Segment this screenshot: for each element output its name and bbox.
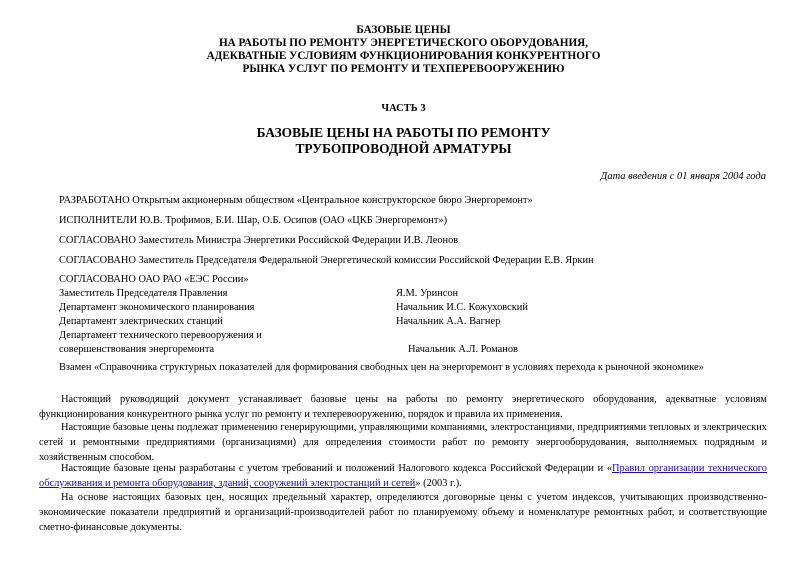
paragraph-text: » (2003 г.). [415, 478, 462, 489]
document-title [0, 24, 807, 76]
signatory-position: Заместитель Председателя Правления [59, 288, 228, 299]
signatory-name: Начальник А.Л. Романов [408, 344, 518, 355]
agreed-commission: СОГЛАСОВАНО Заместитель Председателя Федеральной Энергетической комиссии Российской Федерации Е.В. Яркин [59, 255, 594, 266]
signatory-position: Департамент экономического планирования [59, 302, 255, 313]
signatory-name: Я.М. Уринсон [396, 288, 459, 299]
body-paragraph: Настоящий руководящий документ устанавливает базовые цены на работы по ремонту энергетического оборудования, адекватные условиям функционирования конкурентного рынка услуг по ремонту и техперевооружению, порядок и правила их применения. [39, 394, 767, 420]
developed-by: РАЗРАБОТАНО Открытым акционерным обществом «Центральное конструкторское бюро Энергоремонт» [59, 195, 533, 206]
signatory-position: Департамент электрических станций [59, 316, 223, 327]
signatory-name: Начальник А.А. Вагнер [396, 316, 501, 327]
executors: ИСПОЛНИТЕЛИ Ю.В. Трофимов, Б.И. Шар, О.Б. Осипов (ОАО «ЦКБ Энергоремонт») [59, 215, 448, 226]
body-paragraph: Настоящие базовые цены подлежат применению генерирующими, управляющими компаниями, электростанциями, предприятиями тепловых и электрических сетей и ремонтными предприятиями (организациями) для определения стоимости работ по ремонту энергооборудования, выполняемых подрядным и хозяйственным способом. [39, 422, 767, 463]
paragraph-text: Настоящие базовые цены разработаны с учетом требований и положений Налогового кодекса Российской Федерации и « [61, 463, 613, 474]
title-line: АДЕКВАТНЫЕ УСЛОВИЯМ ФУНКЦИОНИРОВАНИЯ КОНКУРЕНТНОГО [206, 50, 601, 62]
signatory-name: Начальник И.С. Кожуховский [396, 302, 528, 313]
agreed-ministry: СОГЛАСОВАНО Заместитель Министра Энергетики Российской Федерации И.В. Леонов [59, 235, 459, 246]
subtitle-line: БАЗОВЫЕ ЦЕНЫ НА РАБОТЫ ПО РЕМОНТУ [256, 125, 551, 140]
replaces-note: Взамен «Справочника структурных показателей для формирования свободных цен на энергоремонт в условиях перехода к рыночной экономике» [59, 362, 704, 373]
subtitle-line: ТРУБОПРОВОДНОЙ АРМАТУРЫ [295, 141, 512, 156]
body-paragraph: На основе настоящих базовых цен, носящих предельный характер, определяются договорные цены с учетом индексов, учитывающих производственно-экономические показатели предприятий и организаций-производителей работ по планируемому объему и номенклатуре ремонтных работ, и соответствующие сметно-финансовые документы. [39, 492, 767, 533]
agreed-rao: СОГЛАСОВАНО ОАО РАО «ЕЭС России» [59, 274, 249, 285]
title-line: БАЗОВЫЕ ЦЕНЫ [356, 24, 451, 36]
rules-link[interactable]: Правил организации технического обслуживания и ремонта оборудования, зданий, сооружений электростанций и сетей [39, 463, 767, 489]
signatory-position: Департамент технического перевооружения и [59, 330, 262, 341]
title-line: НА РАБОТЫ ПО РЕМОНТУ ЭНЕРГЕТИЧЕСКОГО ОБОРУДОВАНИЯ, [218, 37, 589, 49]
title-line: РЫНКА УСЛУГ ПО РЕМОНТУ И ТЕХПЕРЕВООРУЖЕНИЮ [242, 63, 565, 75]
body-paragraph [39, 461, 767, 491]
signatory-position: совершенствования энергоремонта [59, 344, 215, 355]
part-heading: ЧАСТЬ 3 [381, 103, 426, 114]
effective-date: Дата введения с 01 января 2004 года [600, 171, 766, 182]
document-subtitle [0, 125, 807, 157]
